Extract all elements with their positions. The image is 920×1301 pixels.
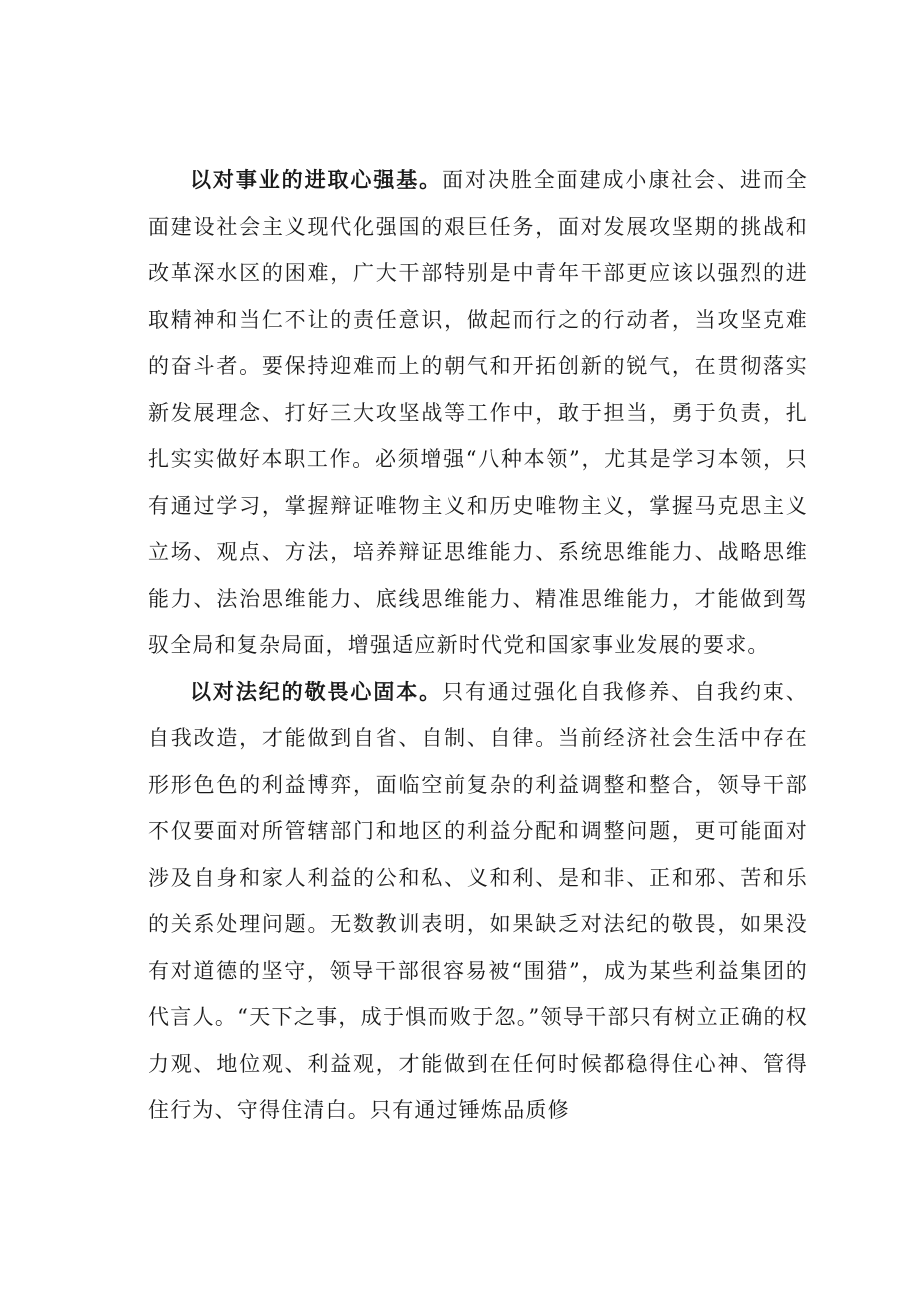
paragraph-lead-heading: 以对法纪的敬畏心固本。 — [190, 678, 443, 704]
document-page — [148, 157, 808, 1134]
paragraph-body-text: 面对决胜全面建成小康社会、进而全面建设社会主义现代化强国的艰巨任务，面对发展攻坚期的挑战和改革深水区的困难，广大干部特别是中青年干部更应该以强烈的进取精神和当仁不让的责任意识，做起而行之的行动者，当攻坚克难的奋斗者。要保持迎难而上的朝气和开拓创新的锐气，在贯彻落实新发展理念、打好三大攻坚战等工作中，敢于担当，勇于负责，扎扎实实做好本职工作。必须增强“八种本领”，尤其是学习本领，只有通过学习，掌握辩证唯物主义和历史唯物主义，掌握马克思主义立场、观点、方法，培养辩证思维能力、系统思维能力、战略思维能力、法治思维能力、底线思维能力、精准思维能力，才能做到驾驭全局和复杂局面，增强适应新时代党和国家事业发展的要求。 — [148, 168, 809, 657]
paragraph-law-discipline — [148, 669, 808, 1134]
paragraph-body-text: 只有通过强化自我修养、自我约束、自我改造，才能做到自省、自制、自律。当前经济社会生活中存在形形色色的利益博弈，面临空前复杂的利益调整和整合，领导干部不仅要面对所管辖部门和地区的利益分配和调整问题，更可能面对涉及自身和家人利益的公和私、义和利、是和非、正和邪、苦和乐的关系处理问题。无数教训表明，如果缺乏对法纪的敬畏，如果没有对道德的坚守，领导干部很容易被“围猎”，成为某些利益集团的代言人。“天下之事，成于惧而败于忽。”领导干部只有树立正确的权力观、地位观、利益观，才能做到在任何时候都稳得住心神、管得住行为、守得住清白。只有通过锤炼品质修 — [148, 679, 809, 1122]
paragraph-lead-heading: 以对事业的进取心强基。 — [190, 167, 443, 192]
paragraph-career-enterprise — [148, 157, 808, 669]
